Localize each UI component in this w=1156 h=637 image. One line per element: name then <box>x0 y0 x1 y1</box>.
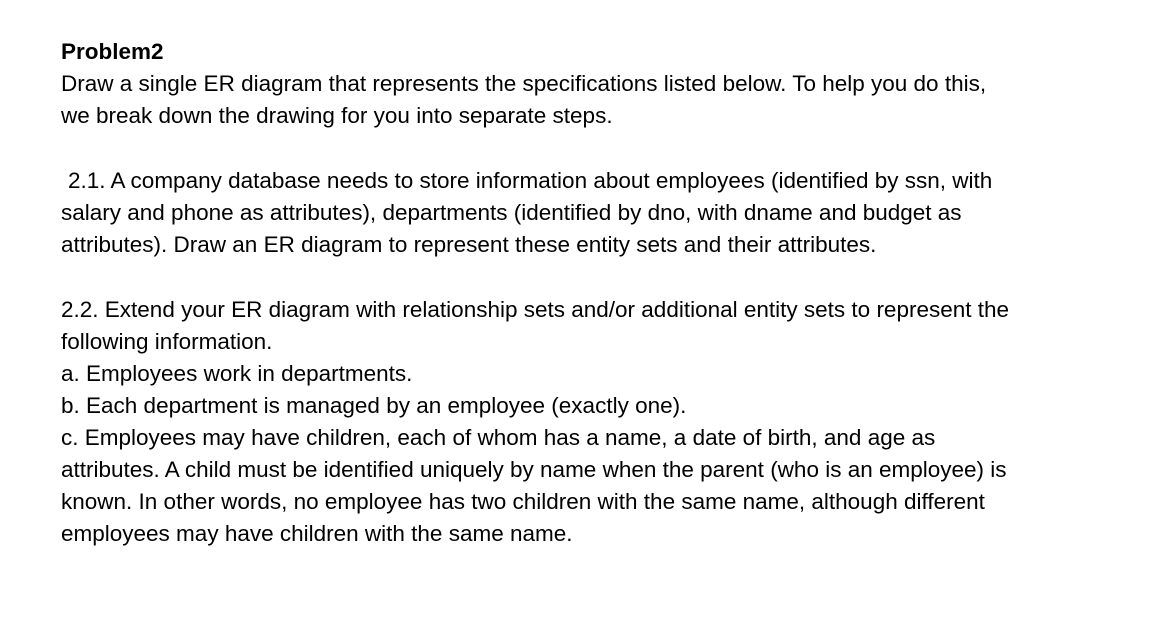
list-item-c: c. Employees may have children, each of whom has a name, a date of birth, and age as <box>61 425 936 450</box>
intro-line: Draw a single ER diagram that represents the specifications listed below. To help you do this, <box>61 71 987 96</box>
section-2-1-line: 2.1. A company database needs to store information about employees (identified by ssn, with <box>68 168 993 193</box>
paragraph-gap <box>61 132 1141 165</box>
problem-title: Problem2 <box>61 39 164 64</box>
section-2-1 <box>61 165 1141 261</box>
section-2-1-line: attributes). Draw an ER diagram to represent these entity sets and their attributes. <box>61 232 877 257</box>
list-item-c-continued: known. In other words, no employee has two children with the same name, although different <box>61 489 985 514</box>
section-2-2-line: following information. <box>61 329 273 354</box>
list-item-a: a. Employees work in departments. <box>61 361 413 386</box>
section-2-2 <box>61 294 1141 550</box>
section-2-1-line: salary and phone as attributes), departments (identified by dno, with dname and budget as <box>61 200 962 225</box>
intro-line: we break down the drawing for you into separate steps. <box>61 103 613 128</box>
list-item-b: b. Each department is managed by an employee (exactly one). <box>61 393 687 418</box>
section-2-2-line: 2.2. Extend your ER diagram with relationship sets and/or additional entity sets to represent the <box>61 297 1010 322</box>
paragraph-gap <box>61 261 1141 294</box>
list-item-c-continued: attributes. A child must be identified uniquely by name when the parent (who is an employee) is <box>61 457 1007 482</box>
list-item-c-continued: employees may have children with the same name. <box>61 521 573 546</box>
document-body <box>61 36 1141 550</box>
intro-paragraph <box>61 68 1141 132</box>
